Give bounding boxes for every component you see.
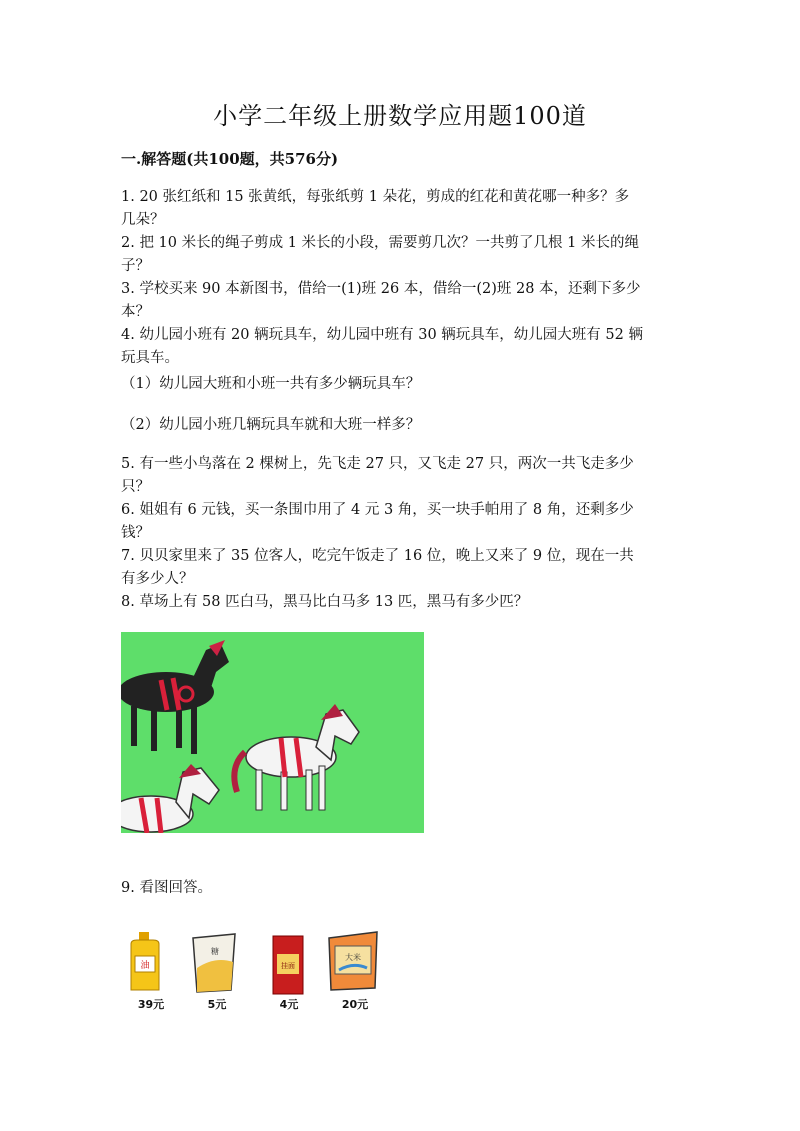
noodles-label: 挂面	[281, 962, 295, 970]
question-6-line2: 钱？	[121, 525, 150, 541]
question-list-2	[121, 453, 681, 614]
white-horse-icon	[234, 704, 359, 810]
white-horse-small-icon	[121, 764, 219, 833]
question-7-line1: 7. 贝贝家里来了 35 位客人，吃完午饭走了 16 位，晚上又来了 9 位，现在一共	[121, 548, 634, 564]
noodles-pack-icon	[269, 934, 309, 996]
question-1-line2: 几朵？	[121, 212, 165, 228]
price-rice: 20元	[341, 998, 369, 1011]
question-5-line1: 5. 有一些小鸟落在 2 棵树上，先飞走 27 只，又飞走 27 只，两次一共飞走多少	[121, 456, 634, 472]
question-1-line1: 1. 20 张红纸和 15 张黄纸，每张纸剪 1 朵花，剪成的红花和黄花哪一种多？多	[121, 189, 630, 205]
question-3-line1: 3. 学校买来 90 本新图书，借给一(1)班 26 本，借给一(2)班 28 本，还剩下多少	[121, 281, 641, 297]
section-heading: 一.解答题(共100题，共576分)	[121, 150, 339, 168]
goods-price-image	[121, 930, 384, 1012]
question-2-line1: 2. 把 10 米长的绳子剪成 1 米长的小段，需要剪几次？一共剪了几根 1 米长的绳	[121, 235, 639, 251]
question-6-line1: 6. 姐姐有 6 元钱，买一条围巾用了 4 元 3 角，买一块手帕用了 8 角，还剩多少	[121, 502, 634, 518]
goods-item-rice	[325, 930, 385, 1012]
price-sugar: 5元	[207, 998, 227, 1011]
sugar-bag-icon	[189, 932, 239, 994]
question-8-line1: 8. 草场上有 58 匹白马，黑马比白马多 13 匹，黑马有多少匹？	[121, 594, 529, 610]
goods-item-sugar	[187, 930, 247, 1012]
subquestion-2: （2）幼儿园小班几辆玩具车就和大班一样多？	[121, 417, 421, 433]
horses-illustration	[121, 632, 424, 833]
question-5-line2: 只？	[121, 479, 150, 495]
page-title: 小学二年级上册数学应用题100道	[213, 102, 587, 130]
question-list-1	[121, 186, 681, 370]
goods-item-oil	[121, 930, 181, 1012]
goods-item-noodles	[259, 930, 319, 1012]
question-3-line2: 本？	[121, 304, 150, 320]
oil-label: 油	[140, 961, 150, 971]
black-horse-icon	[121, 640, 229, 754]
price-noodles: 4元	[279, 998, 299, 1011]
question-2-line2: 子？	[121, 258, 150, 274]
price-oil: 39元	[137, 998, 165, 1011]
rice-bag-icon	[325, 930, 381, 992]
sugar-label: 糖	[211, 947, 219, 956]
oil-bottle-icon	[125, 930, 165, 992]
question-4-line2: 玩具车。	[121, 350, 179, 366]
subquestion-1: （1）幼儿园大班和小班一共有多少辆玩具车？	[121, 376, 421, 392]
question-7-line2: 有多少人？	[121, 571, 194, 587]
question-9: 9. 看图回答。	[121, 880, 212, 896]
question-4-line1: 4. 幼儿园小班有 20 辆玩具车，幼儿园中班有 30 辆玩具车，幼儿园大班有 52 辆	[121, 327, 643, 343]
rice-label: 大米	[345, 953, 361, 962]
